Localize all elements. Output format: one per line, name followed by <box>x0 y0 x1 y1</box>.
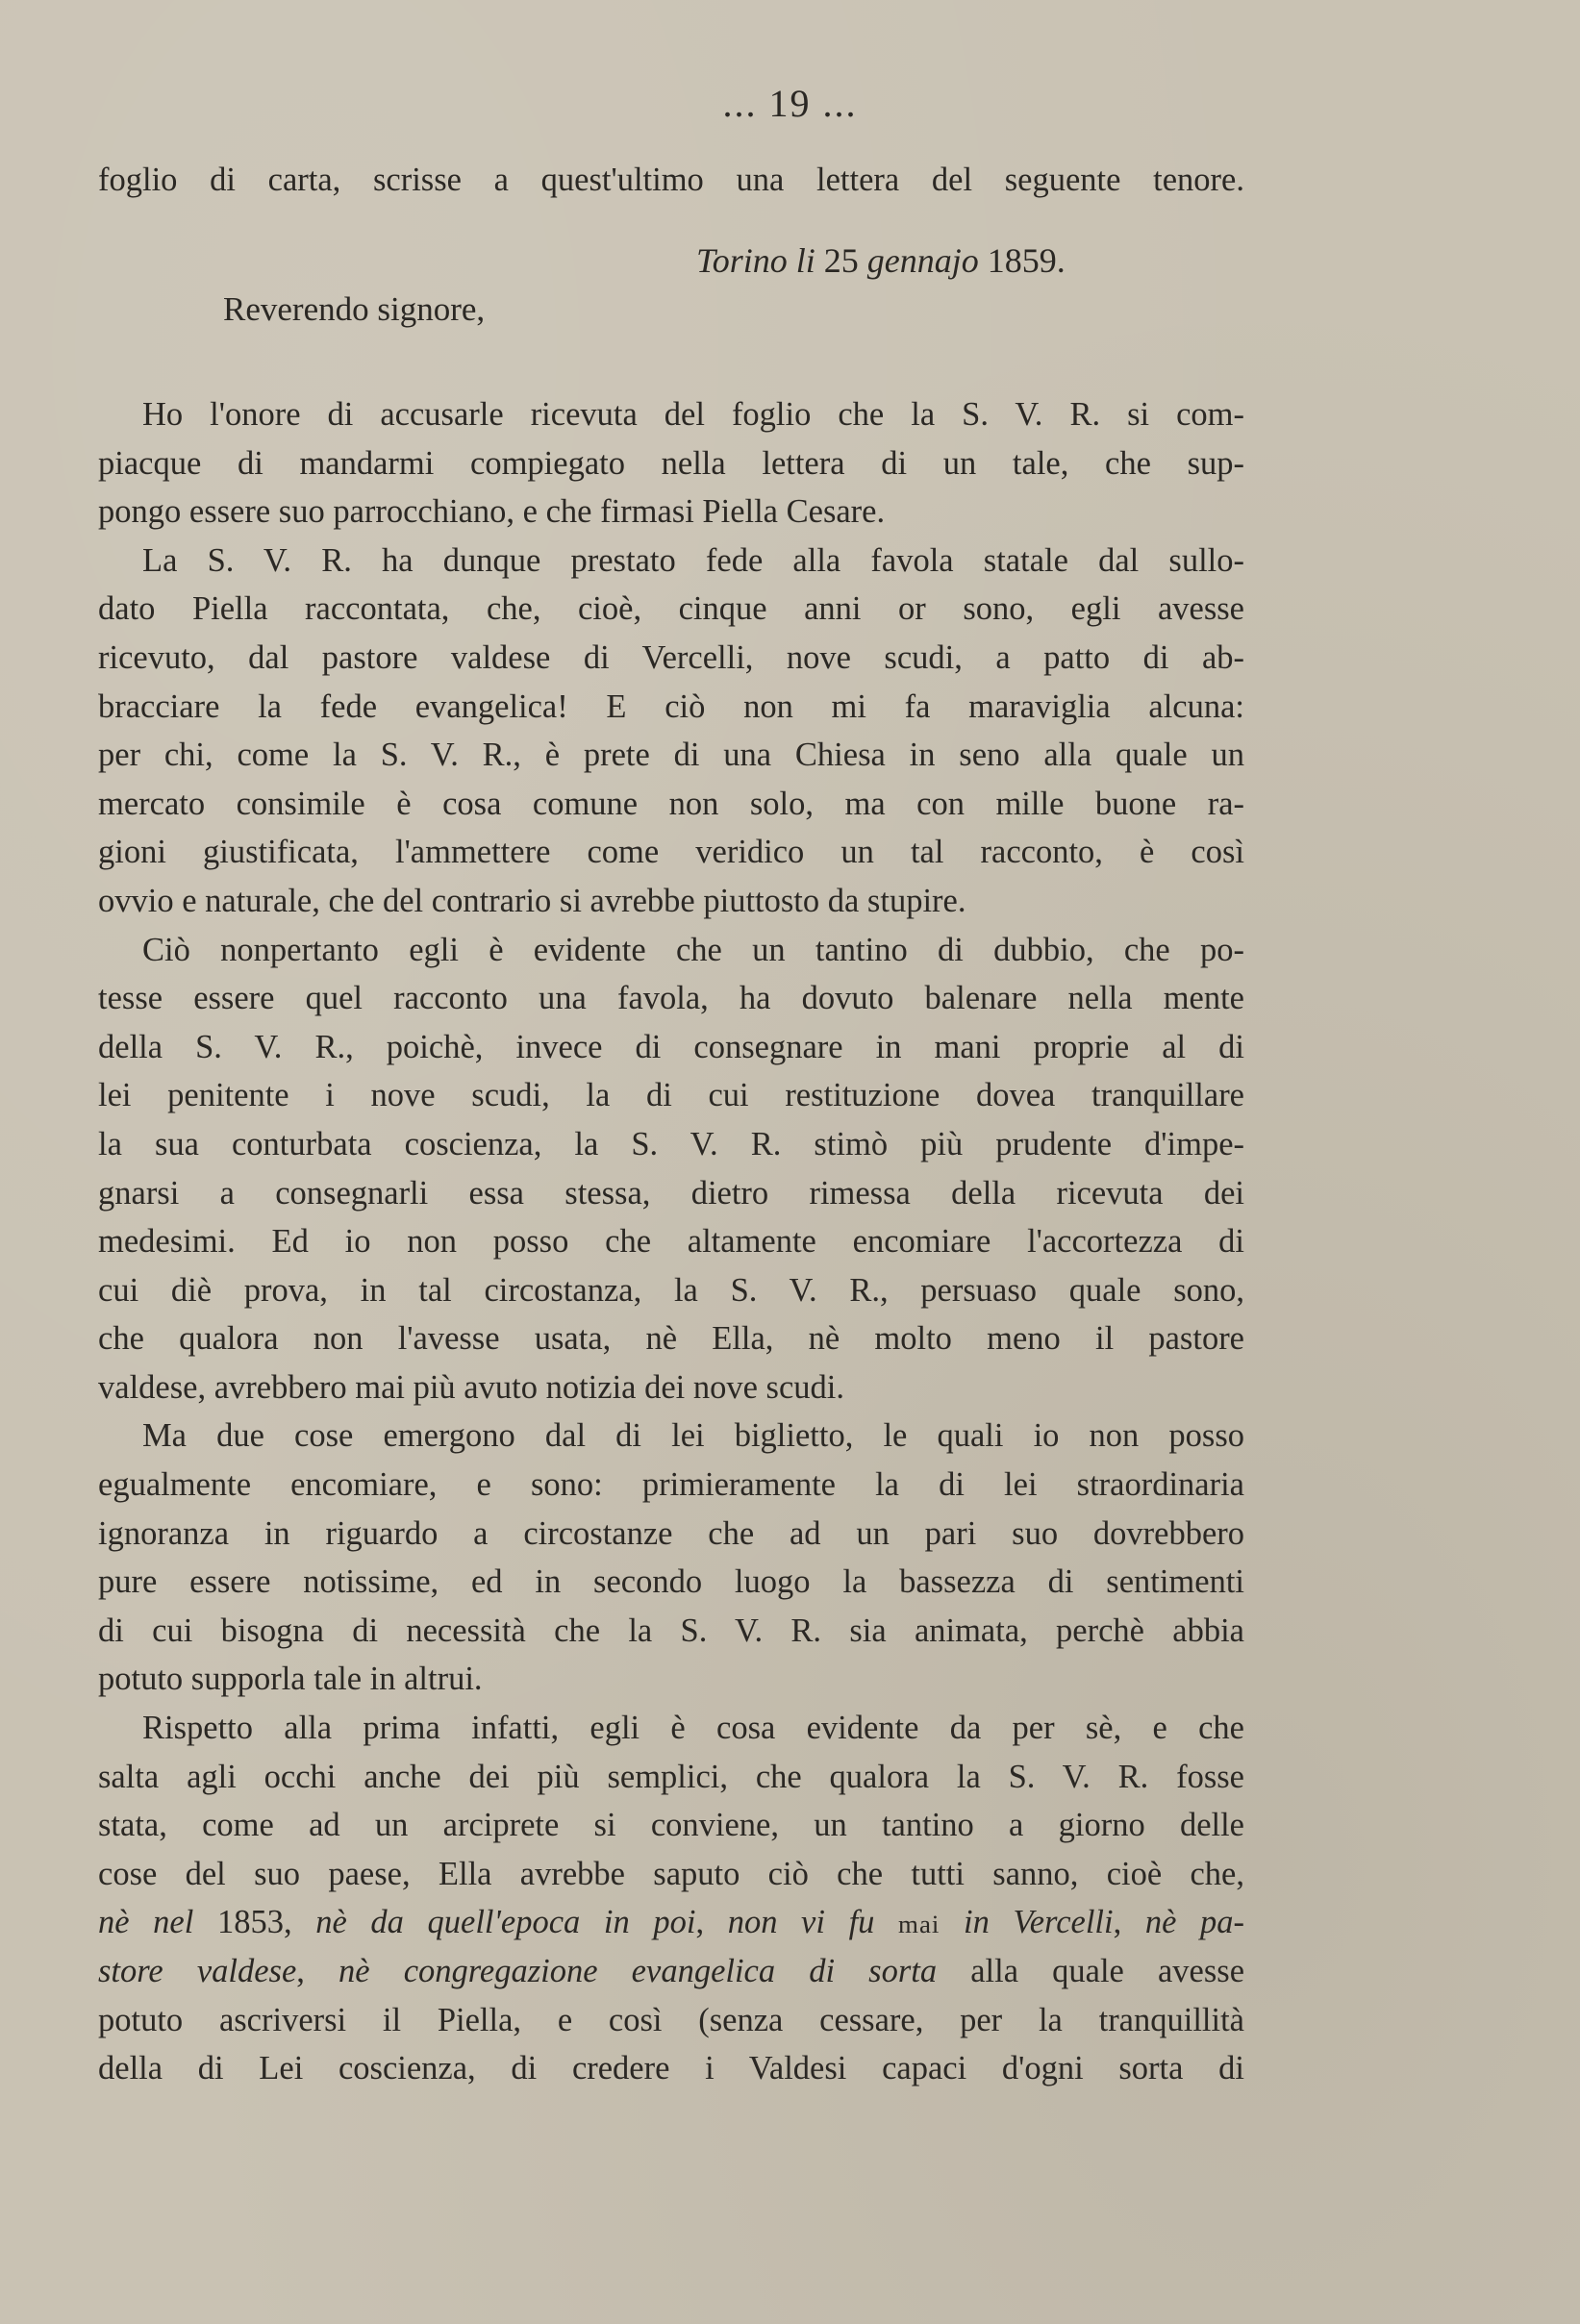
text-line: stata, come ad un arciprete si conviene, un tantino a giorno delle <box>98 1807 1244 1844</box>
text-line: della S. V. R., poichè, invece di consegnare in mani proprie al di <box>98 1028 1244 1065</box>
smallcaps-run: mai <box>898 1910 940 1939</box>
intro-text <box>98 156 1244 205</box>
roman-run: alla quale avesse <box>937 1953 1245 1989</box>
roman-run: , <box>296 1953 339 1989</box>
text-line: medesimi. Ed io non posso che altamente encomiare l'accortezza di <box>98 1223 1244 1261</box>
text-line: piacque di mandarmi compiegato nella lettera di un tale, che sup- <box>98 444 1244 482</box>
roman-run: , <box>695 1904 728 1941</box>
text-line-mixed <box>98 1898 1244 1947</box>
italic-run: nè nel <box>98 1904 194 1941</box>
letter-dateline <box>696 236 1066 286</box>
dateline-year: 1859. <box>987 241 1066 280</box>
italic-run: nè pa- <box>1144 1904 1245 1941</box>
text-line: la sua conturbata coscienza, la S. V. R. stimò più prudente d'impe- <box>98 1125 1244 1162</box>
text-line: valdese, avrebbero mai più avuto notizia dei nove scudi. <box>98 1368 844 1406</box>
text-line: Ho l'onore di accusarle ricevuta del foglio che la S. V. R. si com- <box>142 396 1244 433</box>
text-line: Ma due cose emergono dal di lei biglietto, le quali io non posso <box>142 1417 1244 1455</box>
roman-run: 1853, <box>193 1904 316 1941</box>
text-line: bracciare la fede evangelica! E ciò non mi fa maraviglia alcuna: <box>98 687 1244 725</box>
text-line: cose del suo paese, Ella avrebbe saputo ciò che tutti sanno, cioè che, <box>98 1855 1244 1892</box>
text-line: pure essere notissime, ed in secondo luogo la bassezza di sentimenti <box>98 1563 1244 1601</box>
text-line: gnarsi a consegnarli essa stessa, dietro rimessa della ricevuta dei <box>98 1174 1244 1212</box>
text-line: ignoranza in riguardo a circostanze che ad un pari suo dovrebbero <box>98 1514 1244 1552</box>
page-number: ... 19 ... <box>722 82 858 125</box>
dateline-li: li <box>795 241 815 280</box>
text-line: potuto supporla tale in altrui. <box>98 1661 483 1698</box>
text-line: lei penitente i nove scudi, la di cui restituzione dovea tranquillare <box>98 1077 1244 1114</box>
text-line: salta agli occhi anche dei più semplici, che qualora la S. V. R. fosse <box>98 1758 1244 1795</box>
text-line: ovvio e naturale, che del contrario si avrebbe piuttosto da stupire. <box>98 882 966 919</box>
text-line: cui diè prova, in tal circostanza, la S. V. R., persuaso quale sono, <box>98 1271 1244 1309</box>
italic-run: non vi fu <box>727 1904 875 1941</box>
dateline-place: Torino <box>696 241 788 280</box>
italic-run: nè da quell'epoca in poi <box>315 1904 696 1941</box>
italic-run: store valdese <box>98 1953 297 1989</box>
text-line: per chi, come la S. V. R., è prete di una Chiesa in seno alla quale un <box>98 737 1244 774</box>
italic-run: nè congregazione evangelica di sorta <box>339 1953 938 1989</box>
italic-run: in Vercelli <box>964 1904 1114 1941</box>
text-line: di cui bisogna di necessità che la S. V. R. sia animata, perchè abbia <box>98 1612 1244 1649</box>
text-line: potuto ascriversi il Piella, e così (senza cessare, per la tranquillità <box>98 2001 1244 2038</box>
roman-run: , <box>1113 1904 1145 1941</box>
text-line: La S. V. R. ha dunque prestato fede alla favola statale dal sullo- <box>142 541 1244 579</box>
letter-salutation: Reverendo signore, <box>223 290 486 328</box>
text-line: foglio di carta, scrisse a quest'ultimo una lettera del seguente tenore. <box>98 162 1244 198</box>
text-line: ricevuto, dal pastore valdese di Vercelli, nove scudi, a patto di ab- <box>98 638 1244 676</box>
text-line: Rispetto alla prima infatti, egli è cosa evidente da per sè, e che <box>142 1710 1244 1747</box>
letter-body <box>98 390 1244 2093</box>
dateline-day: 25 <box>823 241 859 280</box>
text-line: dato Piella raccontata, che, cioè, cinque anni or sono, egli avesse <box>98 590 1244 628</box>
text-line-mixed <box>98 1947 1244 1996</box>
text-line: della di Lei coscienza, di credere i Valdesi capaci d'ogni sorta di <box>98 2050 1244 2087</box>
text-line: che qualora non l'avesse usata, nè Ella, nè molto meno il pastore <box>98 1320 1244 1358</box>
text-line: gioni giustificata, l'ammettere come veridico un tal racconto, è così <box>98 834 1244 871</box>
text-line: mercato consimile è cosa comune non solo, ma con mille buone ra- <box>98 785 1244 822</box>
text-line: Ciò nonpertanto egli è evidente che un tantino di dubbio, che po- <box>142 931 1244 968</box>
text-line: egualmente encomiare, e sono: primieramente la di lei straordinaria <box>98 1466 1244 1504</box>
text-line: tesse essere quel racconto una favola, ha dovuto balenare nella mente <box>98 980 1244 1017</box>
dateline-month: gennajo <box>866 241 979 280</box>
text-line: pongo essere suo parrocchiano, e che firmasi Piella Cesare. <box>98 493 886 531</box>
